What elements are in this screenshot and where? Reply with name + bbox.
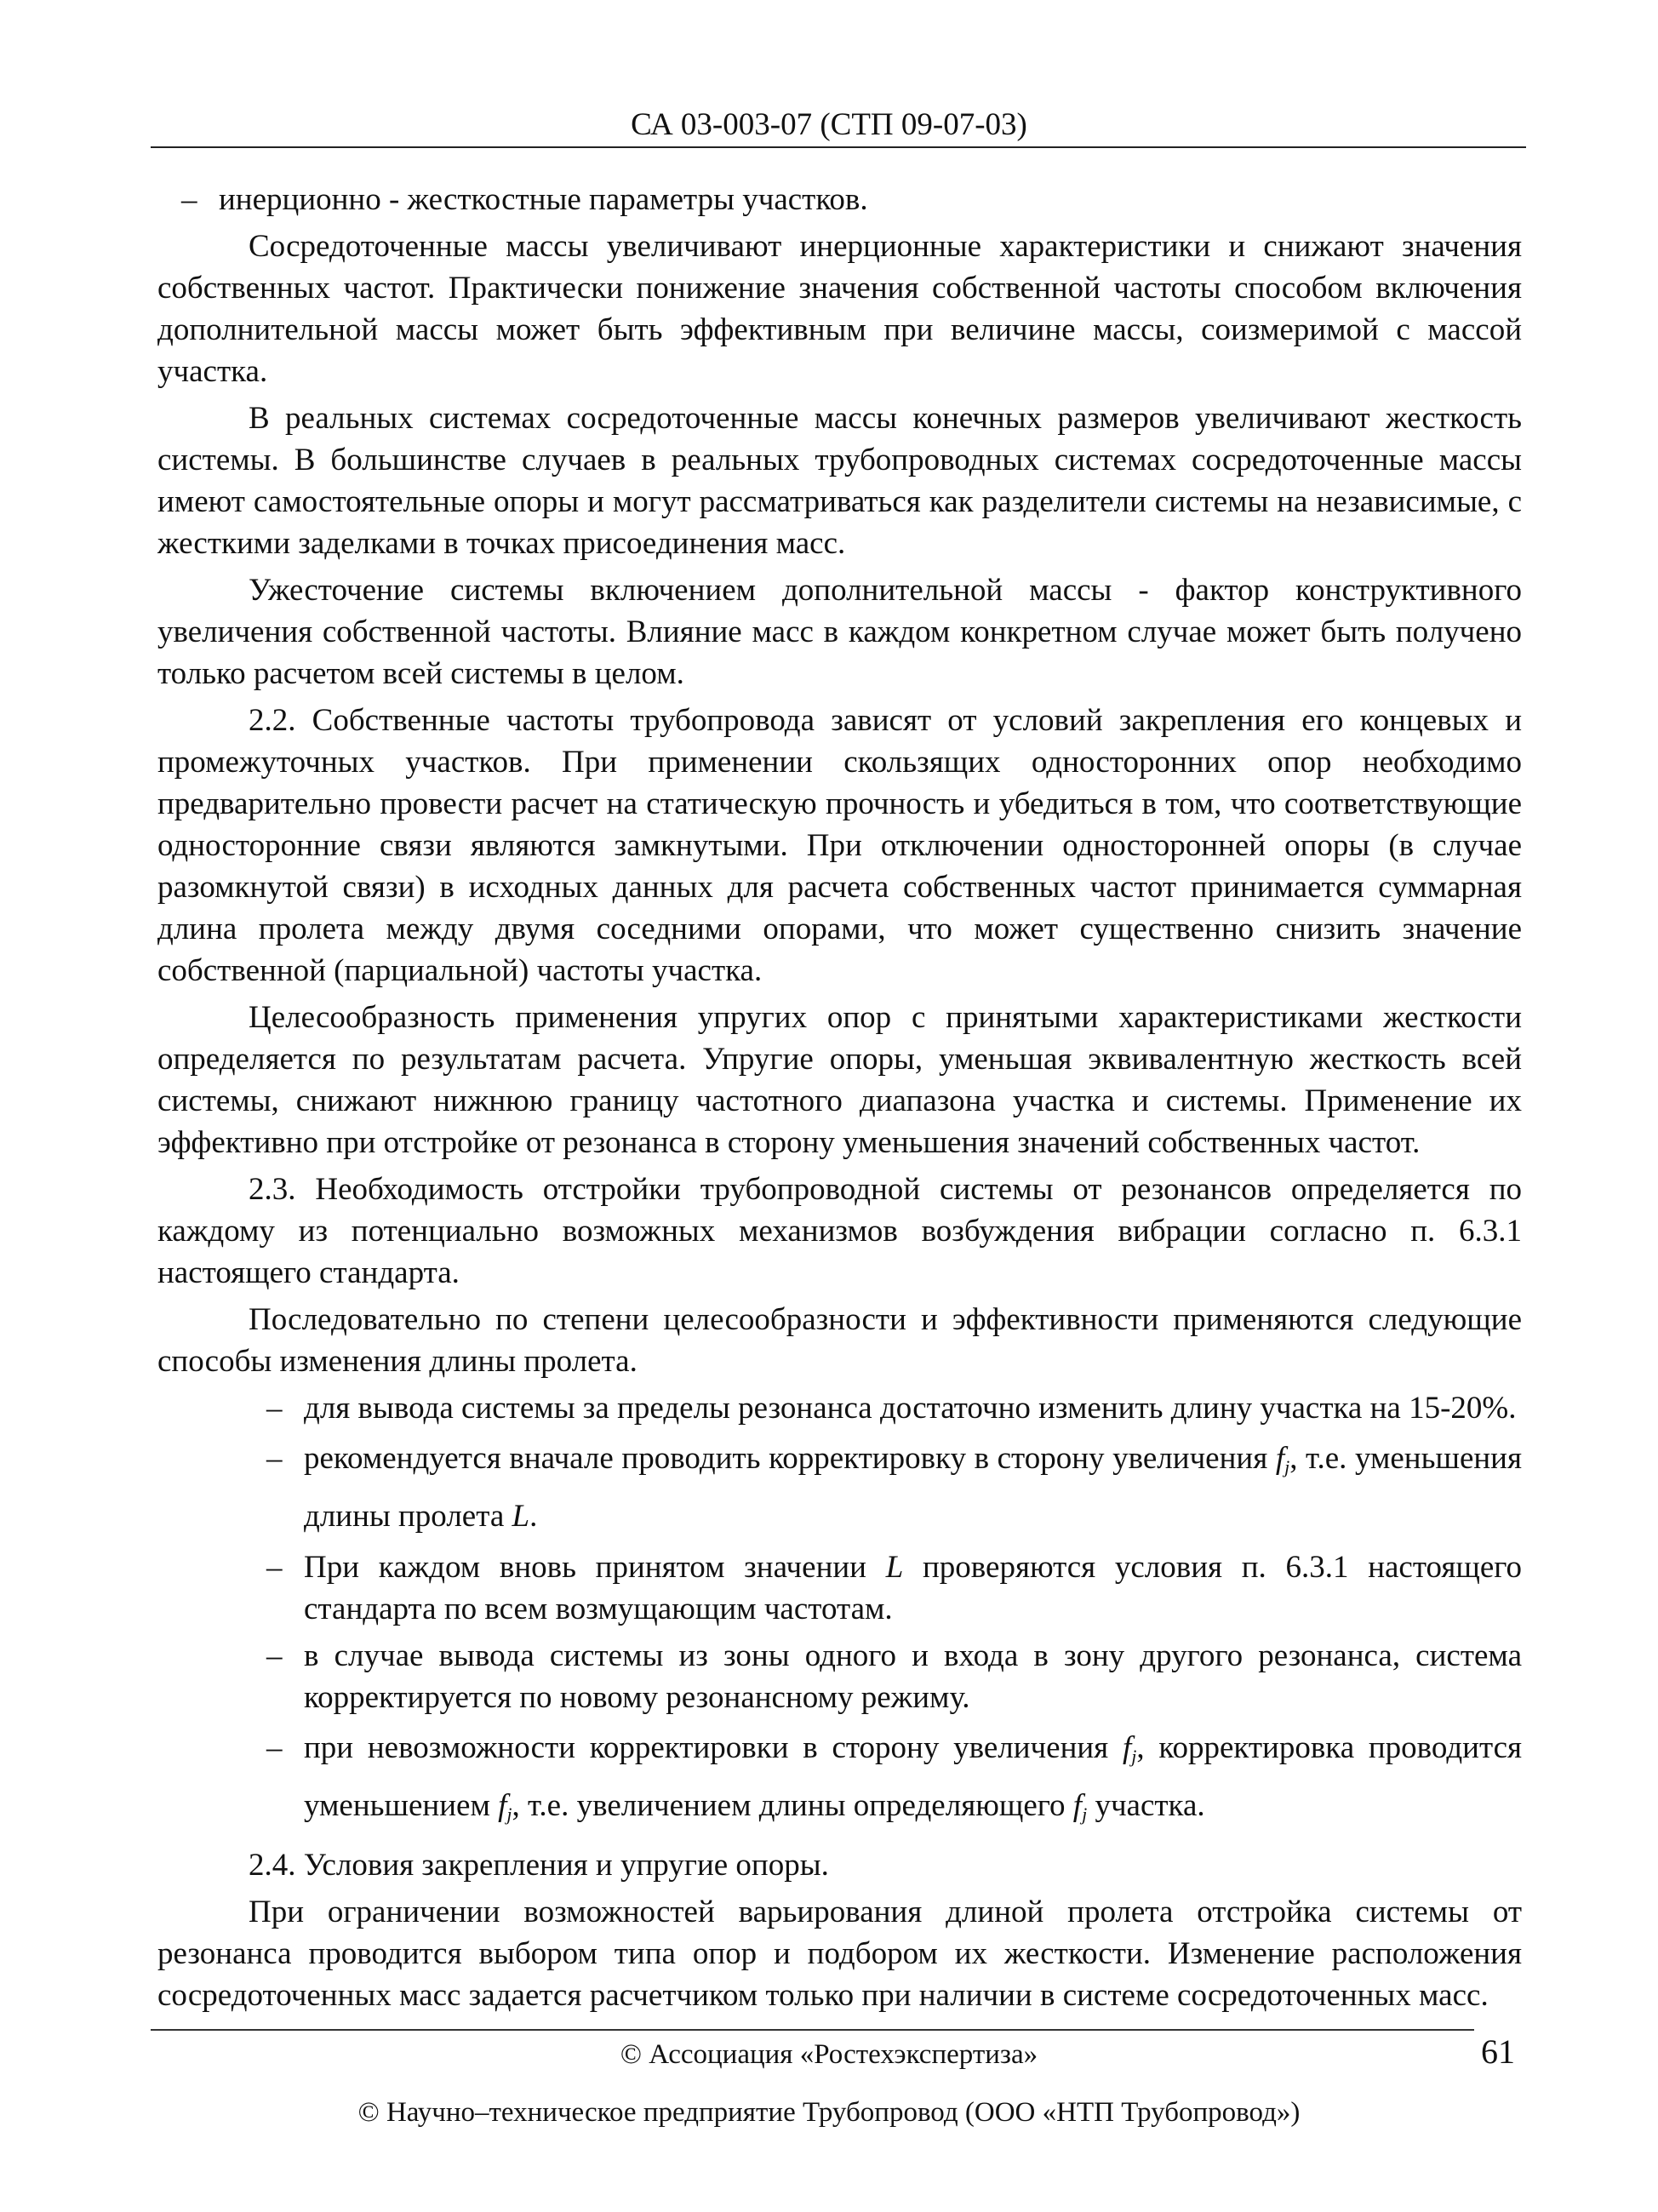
- subscript-j: j: [1284, 1456, 1290, 1478]
- subscript-j: j: [1131, 1746, 1137, 1767]
- list-item-text: в случае вывода системы из зоны одного и входа в зону другого резонанса, система корректируется по новому резонансному режиму.: [304, 1638, 1522, 1715]
- symbol-L: L: [885, 1550, 904, 1585]
- symbol-f: f: [1072, 1788, 1083, 1823]
- dash-marker: –: [266, 1441, 283, 1476]
- list-item: [157, 1635, 1522, 1718]
- list-item-text: для вывода системы за пределы резонанса достаточно изменить длину участка на 15-20%.: [304, 1391, 1517, 1426]
- subscript-j: j: [506, 1803, 512, 1825]
- page-header-title: СА 03-003-07 (СТП 09-07-03): [631, 107, 1027, 142]
- list-item: [157, 1434, 1522, 1541]
- dash-marker: –: [181, 182, 197, 217]
- paragraph: Ужесточение системы включением дополнительной массы - фактор конструктивного увеличения собственной частоты. Влияние масс в каждом конкретном случае может быть получено только расчетом всей системы в целом.: [157, 573, 1522, 691]
- symbol-f: f: [498, 1788, 507, 1823]
- subscript-j: j: [1082, 1803, 1088, 1825]
- header-divider: [151, 146, 1526, 148]
- list-item-text: инерционно - жесткостные параметры участков.: [219, 182, 868, 217]
- list-item-text: проверяются условия п. 6.3.1 настоящего стандарта по всем возмущающим частотам.: [304, 1550, 1523, 1626]
- symbol-L: L: [512, 1499, 530, 1534]
- dash-marker: –: [266, 1391, 283, 1426]
- symbol-f: f: [1275, 1441, 1285, 1476]
- list-item-text: , т.е. уменьшения длины пролета: [304, 1441, 1523, 1534]
- list-item-text: рекомендуется вначале проводить корректировку в сторону увеличения: [304, 1441, 1268, 1476]
- document-body: [157, 179, 1522, 2021]
- footer-association: © Ассоциация «Ростехэкспертиза»: [620, 2039, 1038, 2070]
- paragraph: При ограничении возможностей варьирования длиной пролета отстройка системы от резонанса проводится выбором типа опор и подбором их жесткости. Изменение расположения сосредоточенных масс задается расчетчиком только при наличии в системе сосредоточенных масс.: [157, 1895, 1522, 2013]
- list-item-text: , т.е. увеличением длины определяющего: [512, 1788, 1066, 1823]
- list-item-text: , корректировка проводится уменьшением: [304, 1730, 1523, 1823]
- paragraph-section-2-3: 2.3. Необходимость отстройки трубопроводной системы от резонансов определяется по каждому из потенциально возможных механизмов возбуждения вибрации согласно п. 6.3.1 настоящего стандарта.: [157, 1172, 1522, 1290]
- page-number: 61: [1481, 2032, 1515, 2071]
- paragraph: В реальных системах сосредоточенные массы конечных размеров увеличивают жесткость системы. В большинстве случаев в реальных трубопроводных системах сосредоточенные массы имеют самостоятельные опоры и могут рассматриваться как разделители системы на независимые, с жесткими заделками в точках присоединения масс.: [157, 401, 1522, 561]
- paragraph: Сосредоточенные массы увеличивают инерционные характеристики и снижают значения собственных частот. Практически понижение значения собственной частоты способом включения дополнительной массы может быть эффективным при величине массы, соизмеримой с массой участка.: [157, 229, 1522, 389]
- paragraph: Целесообразность применения упругих опор с принятыми характеристиками жесткости определяется по результатам расчета. Упругие опоры, уменьшая эквивалентную жесткость всей системы, снижают нижнюю границу частотного диапазона участка и системы. Применение их эффективно при отстройке от резонанса в сторону уменьшения значений собственных частот.: [157, 1000, 1522, 1160]
- list-item-text: при невозможности корректировки в сторону увеличения: [304, 1730, 1109, 1765]
- list-item-text: При каждом вновь принятом значении: [304, 1550, 866, 1585]
- dash-marker: –: [266, 1550, 283, 1585]
- list-item-text: участка.: [1095, 1788, 1205, 1823]
- list-item: [157, 179, 1522, 220]
- symbol-f: f: [1122, 1730, 1132, 1765]
- footer-divider: [151, 2029, 1474, 2031]
- period: .: [529, 1499, 538, 1534]
- list-item: [157, 1546, 1522, 1630]
- list-item: [157, 1723, 1522, 1839]
- paragraph-section-2-2: 2.2. Собственные частоты трубопровода зависят от условий закрепления его концевых и промежуточных участков. При применении скользящих односторонних опор необходимо предварительно провести расчет на статическую прочность и убедиться в том, что соответствующие односторонние связи являются замкнутыми. При отключении односторонней опоры (в случае разомкнутой связи) в исходных данных для расчета собственных частот принимается суммарная длина пролета между двумя соседними опорами, что может существенно снизить значение собственной (парциальной) частоты участка.: [157, 703, 1522, 988]
- paragraph: Последовательно по степени целесообразности и эффективности применяются следующие способы изменения длины пролета.: [157, 1302, 1522, 1379]
- dash-marker: –: [266, 1730, 283, 1765]
- footer-company: © Научно–техническое предприятие Трубопровод (ООО «НТП Трубопровод»): [357, 2097, 1301, 2128]
- list-item: [157, 1387, 1522, 1429]
- paragraph-section-2-4: 2.4. Условия закрепления и упругие опоры.: [249, 1848, 829, 1883]
- dash-marker: –: [266, 1638, 283, 1673]
